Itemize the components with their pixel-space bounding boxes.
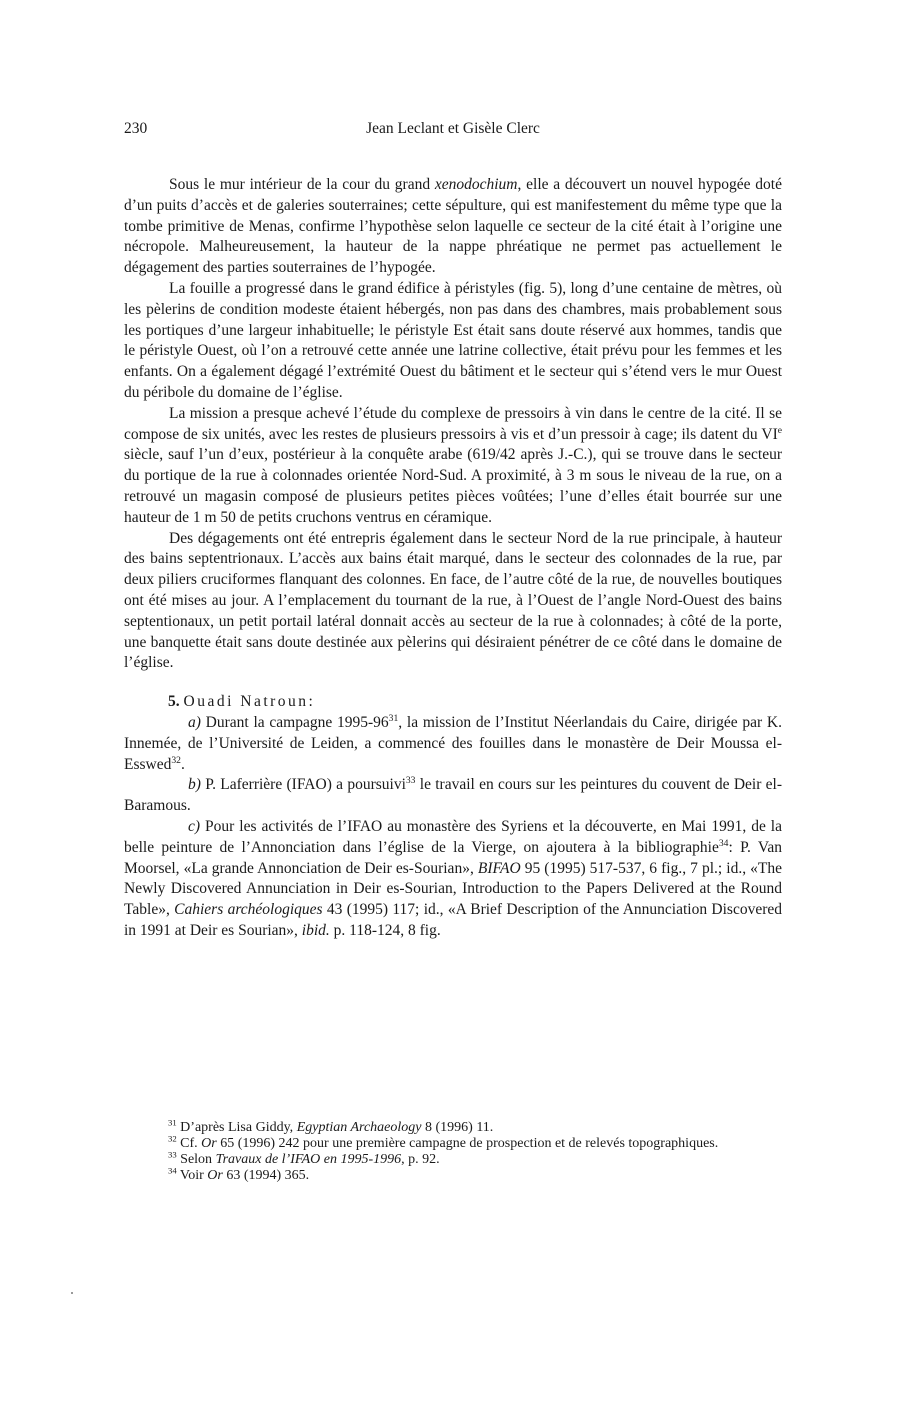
paragraph-northern-baths: Des dégagements ont été entrepris également dans le secteur Nord de la rue principale, à hauteur des bains septentrionaux. L’accès aux bains était marqué, dans le secteur des colonnades de la rue, par deux piliers cruciformes flanquant des colonnes. En face, de l’autre côté de la rue, de nouvelles boutiques ont été mises au jour. A l’emplacement du tournant de la rue, à l’Ouest de l’angle Nord-Ouest des bains septentionaux, un petit portail latéral donnait accès au secteur de la rue à colonnades; à côté de la porte, une banquette était sans doute destinée aux pèlerins qui désiraient pénétrer de ce côté dans le domaine de l’église. xyxy=(124,529,782,672)
subsection-b xyxy=(124,775,782,817)
paragraph-wine-presses xyxy=(124,404,782,529)
text-run: Pour les activités de l’IFAO au monastère des Syriens et la découverte, en Mai 1991, de la belle peinture de l’Annonciation dans l’église de la Vierge, on ajoutera à la bibliographie xyxy=(124,817,782,856)
footnote-34 xyxy=(124,1165,782,1184)
subsection-letter: b) xyxy=(188,776,201,794)
page-header xyxy=(124,120,782,142)
text-run: , la mission de l’Institut Néerlandais du Caire, dirigée par K. Innemée, de l’Université de Leiden, a commencé des fouilles dans le monastère de Deir Moussa el-Esswed xyxy=(124,713,782,773)
paragraph-peristyles: La fouille a progressé dans le grand édifice à péristyles (fig. 5), long d’une centaine de mètres, où les pèlerins de condition modeste étaient hébergés, non pas dans des chambres, mais probablement sous les portiques d’une largeur inhabituelle; le péristyle Est était sans doute réservé aux hommes, tandis que le péristyle Ouest, où l’on a retrouvé cette année une latrine collective, était prévu pour les femmes et les enfants. On a également dégagé l’extrémité Ouest du bâtiment et le secteur qui s’étend vers le mur Ouest du péribole du domaine de l’église. xyxy=(124,279,782,401)
subsection-a xyxy=(124,713,782,775)
footnote-number: 31 xyxy=(168,1117,177,1128)
text-run: Sous le mur intérieur de la cour du grand xyxy=(169,176,435,193)
text-run: : P. Van Moorsel, «La grande Annonciation de Deir es-Sourian», xyxy=(124,838,782,877)
text-run: Durant la campagne 1995-96 xyxy=(200,713,389,731)
text-run: Selon xyxy=(176,1152,216,1167)
footnote-number: 33 xyxy=(168,1149,177,1160)
scan-speck xyxy=(71,1292,73,1294)
text-run: Voir xyxy=(176,1168,208,1183)
footnote-number: 34 xyxy=(168,1165,177,1176)
footnotes xyxy=(124,1117,782,1184)
subsection-c xyxy=(124,817,782,942)
footnote-31 xyxy=(124,1117,782,1136)
footnote-ref: 32 xyxy=(171,754,181,766)
subsection-letter: c) xyxy=(188,817,201,835)
italic-title: ibid. xyxy=(301,921,330,939)
text-run: , p. 92. xyxy=(401,1152,440,1167)
subsection-letter: a) xyxy=(188,713,201,731)
italic-term: xenodochium xyxy=(434,176,518,193)
italic-title: Cahiers archéologiques xyxy=(174,901,323,919)
footnote-ref: 33 xyxy=(405,775,416,787)
page-number: 230 xyxy=(124,120,148,137)
italic-title: BIFAO xyxy=(477,859,521,877)
body-text xyxy=(124,175,782,942)
text-run: p. 118-124, 8 fig. xyxy=(329,921,441,939)
text-run: Cf. xyxy=(176,1136,202,1151)
italic-title: Or xyxy=(201,1136,217,1151)
text-run: le travail en cours sur les peintures du couvent de Deir el-Baramous. xyxy=(124,776,782,815)
footnote-32 xyxy=(124,1133,782,1152)
footnote-33 xyxy=(124,1149,782,1168)
italic-title: Travaux de l’IFAO en 1995-1996 xyxy=(215,1152,402,1167)
text-run: 43 (1995) 117; id., «A Brief Description of the Annunciation Discovered in 1991 at Deir es Sourian», xyxy=(124,901,782,939)
footnote-ref: 31 xyxy=(388,712,399,724)
text-run: 63 (1994) 365. xyxy=(222,1168,310,1183)
section-ouadi-natroun xyxy=(124,692,782,942)
text-run: D’après Lisa Giddy, xyxy=(176,1120,297,1135)
text-run: 8 (1996) 11. xyxy=(421,1120,494,1135)
footnote-ref: 34 xyxy=(718,837,729,849)
running-title: Jean Leclant et Gisèle Clerc xyxy=(366,120,540,137)
paragraph-xenodochium xyxy=(124,175,782,279)
text-run: P. Laferrière (IFAO) a poursuivi xyxy=(200,776,406,794)
text-run: 65 (1996) 242 pour une première campagne de prospection et de relevés topographiques. xyxy=(216,1136,719,1151)
text-run: 95 (1995) 517-537, 6 fig., 7 pl.; id., «The Newly Discovered Annunciation in Deir es-Sourian, Introduction to the Papers Delivered at the Round Table», xyxy=(124,859,782,919)
text-run: , elle a découvert un nouvel hypogée doté d’un puits d’accès et de galeries souterraines; cette sépulture, qui est manifestement du même type que la tombe primitive de Menas, confirme l’hypothèse selon laquelle ce secteur de la cité était à l’origine une nécropole. Malheureusement, la hauteur de la nappe phréatique ne permet pas actuellement le dégagement des parties souterraines de l’hypogée. xyxy=(124,176,782,277)
text-run: . xyxy=(180,755,185,773)
footnote-number: 32 xyxy=(168,1133,177,1144)
section-title: Ouadi Natroun: xyxy=(183,693,316,711)
section-number: 5. xyxy=(168,693,180,711)
italic-title: Or xyxy=(207,1168,223,1183)
italic-title: Egyptian Archaeology xyxy=(296,1120,422,1135)
section-heading xyxy=(124,692,782,713)
text-run: siècle, sauf l’un d’eux, postérieur à la conquête arabe (619/42 après J.-C.), qui se trouve dans le secteur du portique de la rue à colonnades orientée Nord-Sud. A proximité, à 3 m sous le niveau de la rue, on a retrouvé un magasin composé de plusieurs petites pièces voûtées; l’une d’elles était bourrée sur une hauteur de 1 m 50 de petits cruchons ventrus en céramique. xyxy=(124,446,782,526)
superscript: e xyxy=(777,424,782,436)
text-run: La mission a presque achevé l’étude du complexe de pressoirs à vin dans le centre de la cité. Il se compose de six unités, avec les restes de plusieurs pressoirs à vis et d’un pressoir à cage; ils datent du VI xyxy=(124,404,782,443)
